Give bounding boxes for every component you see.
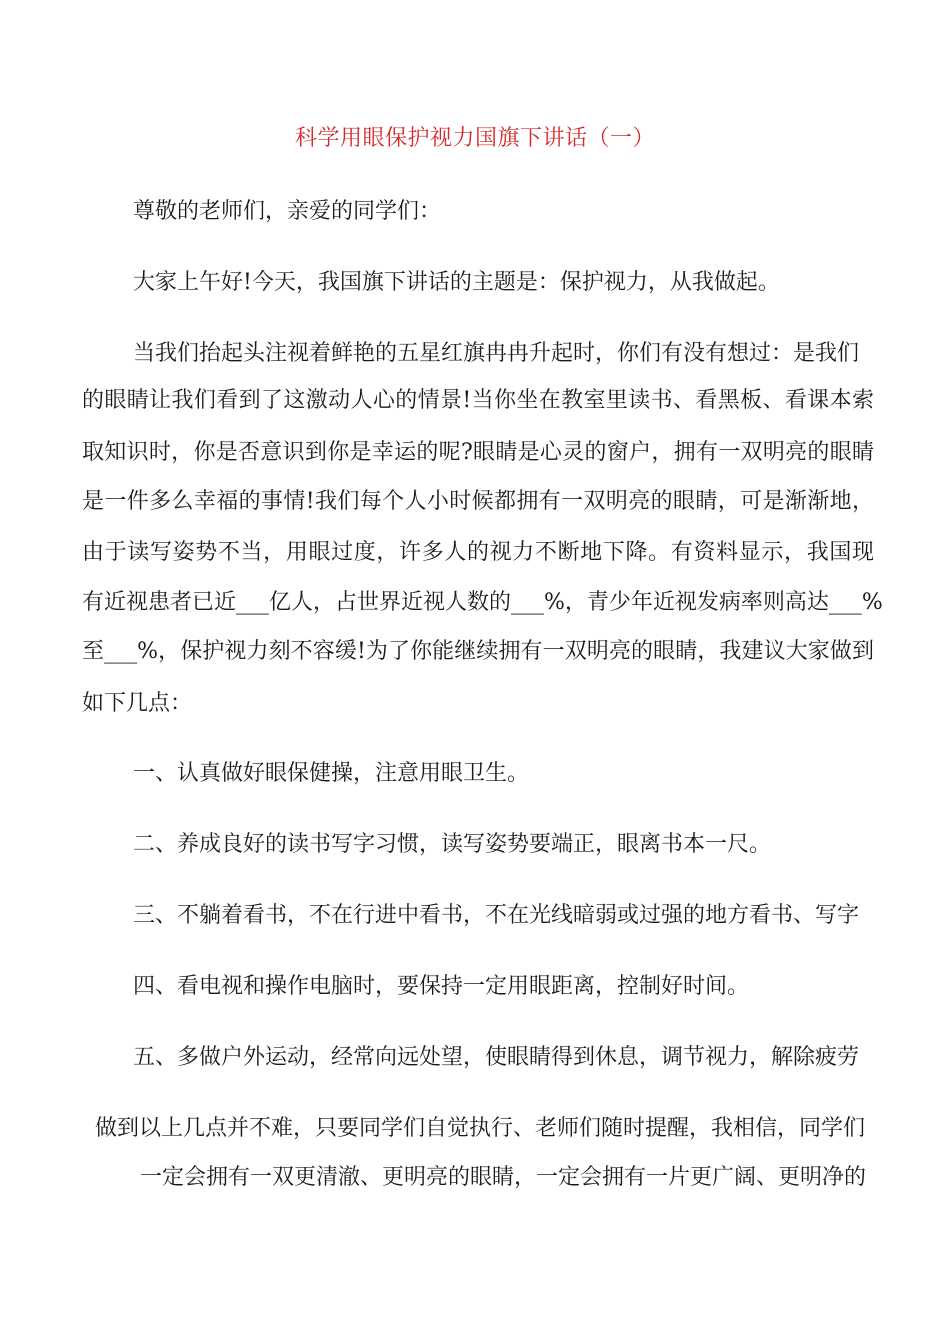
paragraph-line: 是一件多么幸福的事情!我们每个人小时候都拥有一双明亮的眼睛，可是渐渐地，	[82, 489, 874, 514]
closing-line: 一定会拥有一双更清澈、更明亮的眼睛，一定会拥有一片更广阔、更明净的	[140, 1165, 867, 1190]
list-item: 五、多做户外运动，经常向远处望，使眼睛得到休息，调节视力，解除疲劳	[133, 1045, 860, 1070]
paragraph-line: 至___%，保护视力刻不容缓!为了你能继续拥有一双明亮的眼睛，我建议大家做到	[82, 639, 874, 664]
greeting: 大家上午好!今天，我国旗下讲话的主题是：保护视力，从我做起。	[133, 270, 780, 295]
closing-line: 做到以上几点并不难，只要同学们自觉执行、老师们随时提醒，我相信，同学们	[95, 1116, 866, 1141]
paragraph-line: 当我们抬起头注视着鲜艳的五星红旗冉冉升起时，你们有没有想过：是我们	[133, 341, 860, 366]
salutation: 尊敬的老师们，亲爱的同学们：	[133, 199, 442, 224]
list-item: 二、养成良好的读书写字习惯，读写姿势要端正，眼离书本一尺。	[133, 832, 772, 857]
list-item: 三、不躺着看书，不在行进中看书，不在光线暗弱或过强的地方看书、写字	[133, 903, 860, 928]
paragraph-line: 如下几点：	[82, 691, 193, 716]
list-item: 四、看电视和操作电脑时，要保持一定用眼距离，控制好时间。	[133, 974, 750, 999]
paragraph-line: 有近视患者已近___亿人，占世界近视人数的___%，青少年近视发病率则高达___%	[82, 590, 883, 615]
paragraph-line: 取知识时，你是否意识到你是幸运的呢?眼睛是心灵的窗户，拥有一双明亮的眼睛	[82, 440, 874, 465]
paragraph-line: 的眼睛让我们看到了这激动人心的情景!当你坐在教室里读书、看黑板、看课本索	[82, 388, 874, 413]
document-title: 科学用眼保护视力国旗下讲话（一）	[294, 126, 655, 151]
list-item: 一、认真做好眼保健操，注意用眼卫生。	[133, 761, 530, 786]
paragraph-line: 由于读写姿势不当，用眼过度，许多人的视力不断地下降。有资料显示，我国现	[82, 540, 874, 565]
